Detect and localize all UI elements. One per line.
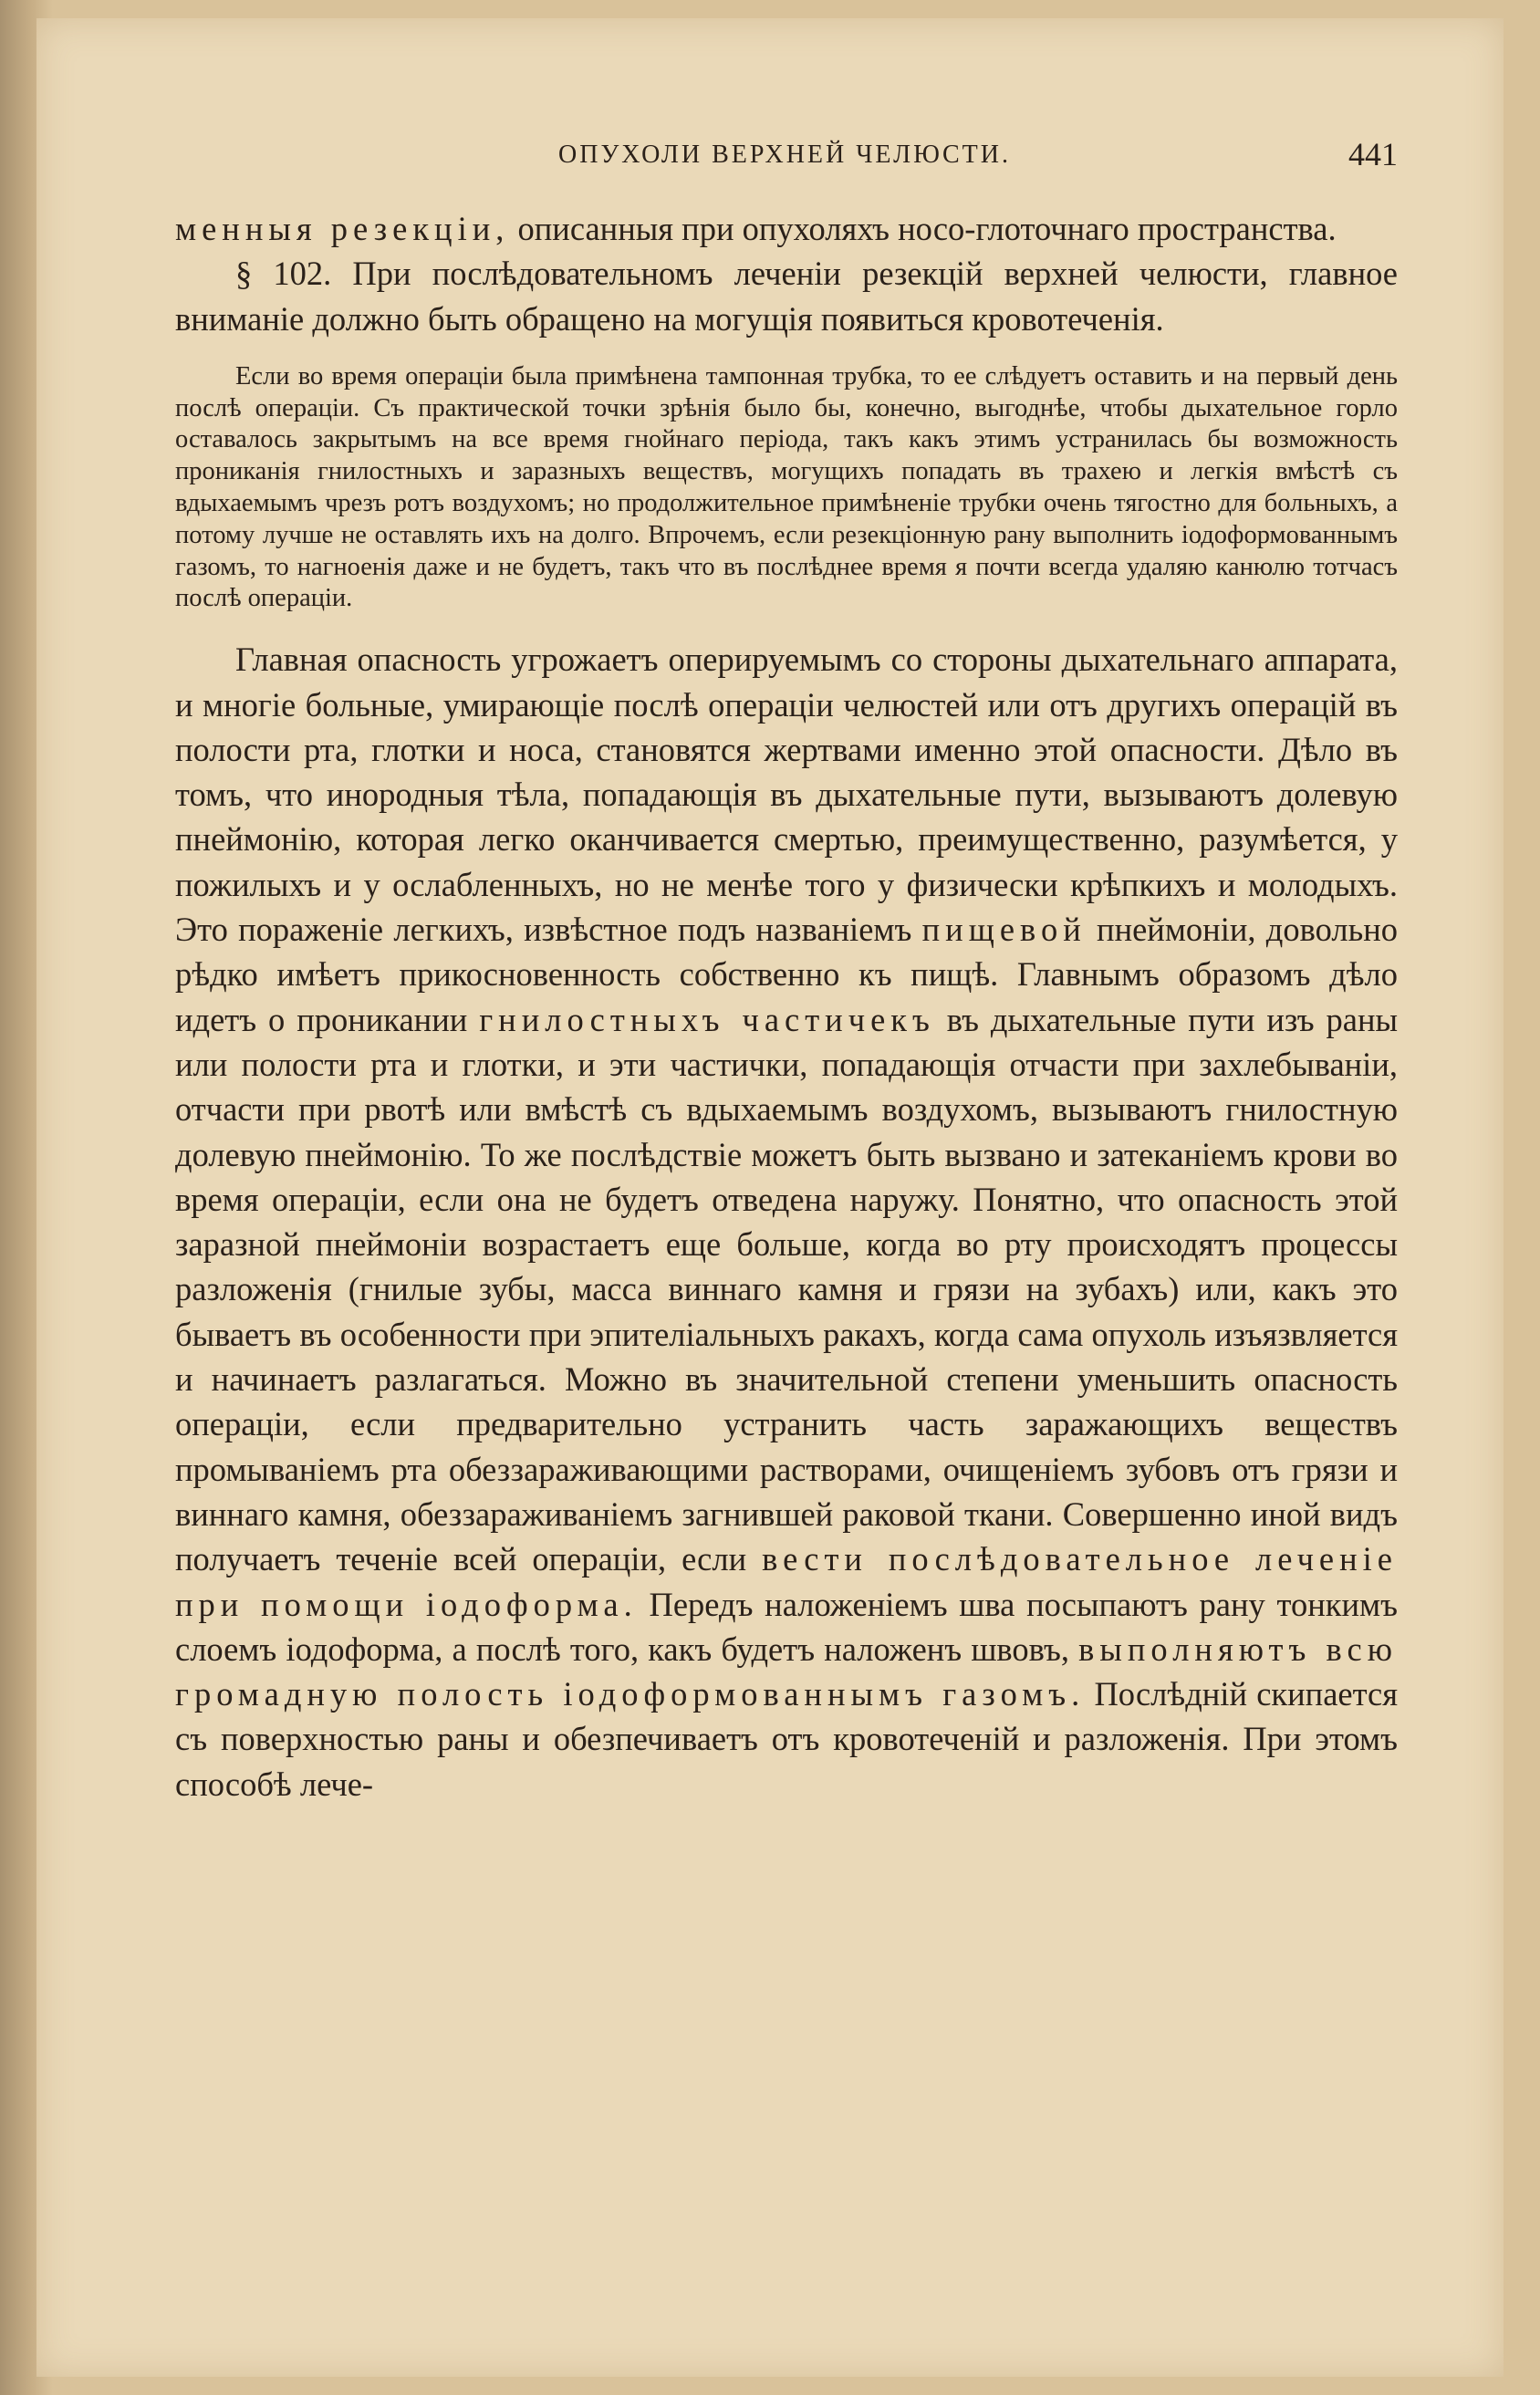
spaced-text: выполняютъ всю громадную полость іодоформованнымъ газомъ. [175, 1630, 1398, 1713]
page-content [175, 128, 1398, 1807]
paragraph-text: Главная опасность угрожаетъ оперируемымъ со стороны дыхательнаго аппарата, и многіе больные, умирающіе послѣ операціи челюстей или отъ другихъ операцій въ полости рта, глотки и носа, становятся жертвами именно этой опасности. Дѣло въ томъ, что инородныя тѣла, попадающія въ дыхательные пути, вызываютъ долевую пнеймонію, которая легко оканчивается смертью, преимущественно, разумѣется, у пожилыхъ и у ослабленныхъ, но не менѣе того у физически крѣпкихъ и молодыхъ. Это пораженіе легкихъ, извѣстное подъ названіемъ [175, 640, 1398, 949]
paragraph-text: описанныя при опухоляхъ носо-глоточнаго пространства. [509, 210, 1337, 247]
spaced-text: гнилостныхъ частичекъ [479, 1000, 935, 1038]
page-number: 441 [1348, 136, 1398, 172]
paragraph-text: Послѣдній скипается съ поверхностью раны и обезпечиваетъ отъ кровотеченій и разложенія. При этомъ способѣ лече- [175, 1675, 1398, 1803]
book-page [36, 18, 1504, 2377]
paragraph-1 [175, 206, 1398, 251]
paragraph-3 [175, 637, 1398, 1807]
spaced-text: вести послѣдовательное леченіе при помощи іодоформа. [175, 1540, 1398, 1623]
paragraph-text: Передъ наложеніемъ шва посыпаютъ рану тонкимъ слоемъ іодоформа, а послѣ того, какъ будетъ наложенъ швовъ, [175, 1585, 1398, 1668]
spaced-text: менныя резекціи, [175, 210, 510, 247]
page-header [175, 128, 1398, 182]
paragraph-text: въ дыхательные пути изъ раны или полости рта и глотки, и эти частички, попадающія отчасти при захлебываніи, отчасти при рвотѣ или вмѣстѣ съ вдыхаемымъ воздухомъ, вызываютъ гнилостную долевую пнеймонію. То же послѣдствіе можетъ быть вызвано и затеканіемъ крови во время операціи, если она не будетъ отведена наружу. Понятно, что опасность этой заразной пнеймоніи возрастаетъ еще больше, когда во рту происходятъ процессы разложенія (гнилые зубы, масса виннаго камня и грязи на зубахъ) или, какъ это бываетъ въ особенности при эпителіальныхъ ракахъ, когда сама опухоль изъязвляется и начинаетъ разлагаться. Можно въ значительной степени уменьшить опасность операціи, если предварительно устранить часть заражающихъ веществъ промываніемъ рта обеззараживающими растворами, очищеніемъ зубовъ отъ грязи и виннаго камня, обеззараживаніемъ загнившей раковой ткани. Совершенно иной видъ получаетъ теченіе всей операціи, если [175, 1000, 1398, 1578]
spaced-text: пищевой [921, 911, 1087, 949]
running-head: ОПУХОЛИ ВЕРХНЕЙ ЧЕЛЮСТИ. [558, 141, 1011, 169]
paragraph-text: пнеймоніи, довольно рѣдко имѣетъ прикосновенность собственно къ пищѣ. Главнымъ образомъ дѣло идетъ о проникании [175, 911, 1398, 1038]
paragraph-2: § 102. При послѣдовательномъ леченіи резекцій верхней челюсти, главное вниманіе должно быть обращено на могущія появиться кровотеченія. [175, 255, 1398, 338]
footnote: Если во время операціи была примѣнена тампонная трубка, то ее слѣдуетъ оставить и на первый день послѣ операціи. Съ практической точки зрѣнія было бы, конечно, выгоднѣе, чтобы дыхательное горло оставалось закрытымъ на все время гнойнаго періода, такъ какъ этимъ устранилась бы возможность прониканія гнилостныхъ и заразныхъ веществъ, могущихъ попадать въ трахею и легкія вмѣстѣ съ вдыхаемымъ чрезъ ротъ воздухомъ; но продолжительное примѣненіе трубки очень тягостно для больныхъ, а потому лучше не оставлять ихъ на долго. Впрочемъ, если резекціонную рану выполнить іодоформованнымъ газомъ, то нагноенія даже и не будетъ, такъ что въ послѣднее время я почти всегда удаляю канюлю тотчасъ послѣ операціи. [175, 361, 1398, 613]
